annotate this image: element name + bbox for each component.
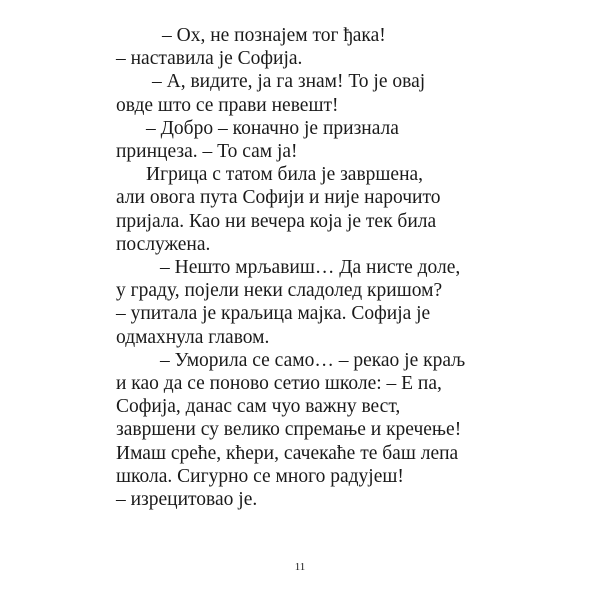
page-number: 11 <box>294 561 306 573</box>
text-line: Игрица с татом била је завршена, <box>146 164 424 186</box>
text-line: принцеза. – То сам ја! <box>116 141 298 163</box>
text-line: – Ох, не познајем тог ђака! <box>162 25 386 46</box>
text-line: завршени су велико спремање и кречење! <box>116 419 462 441</box>
text-line: Софија, данас сам чуо важну вест, <box>116 396 401 418</box>
text-line: – Уморила се само… – рекао је краљ <box>160 349 466 371</box>
text-line: и као да се поново сетио школе: – Е па, <box>116 373 442 395</box>
text-line: – наставила је Софија. <box>116 48 303 70</box>
text-line: послужена. <box>116 233 211 255</box>
text-line: – Нешто мрљавиш… Да нисте доле, <box>160 257 461 279</box>
text-line: пријала. Као ни вечера која је тек била <box>116 210 437 232</box>
body-text <box>116 24 516 511</box>
text-line: Имаш среће, кћери, сачекаће те баш лепа <box>116 442 459 464</box>
text-line: – Добро – коначно је признала <box>146 117 399 139</box>
text-line: школа. Сигурно се много радујеш! <box>116 465 404 487</box>
text-line: – А, видите, ја га знам! То је овај <box>152 71 426 93</box>
text-line: овде што се прави невешт! <box>116 94 339 116</box>
text-line: – изрецитовао је. <box>116 489 258 511</box>
text-line: у граду, појели неки сладолед кришом? <box>116 280 443 302</box>
text-line: – упитала је краљица мајка. Софија је <box>116 303 431 325</box>
text-line: одмахнула главом. <box>116 326 270 348</box>
text-line: али овога пута Софији и није нарочито <box>116 187 441 209</box>
